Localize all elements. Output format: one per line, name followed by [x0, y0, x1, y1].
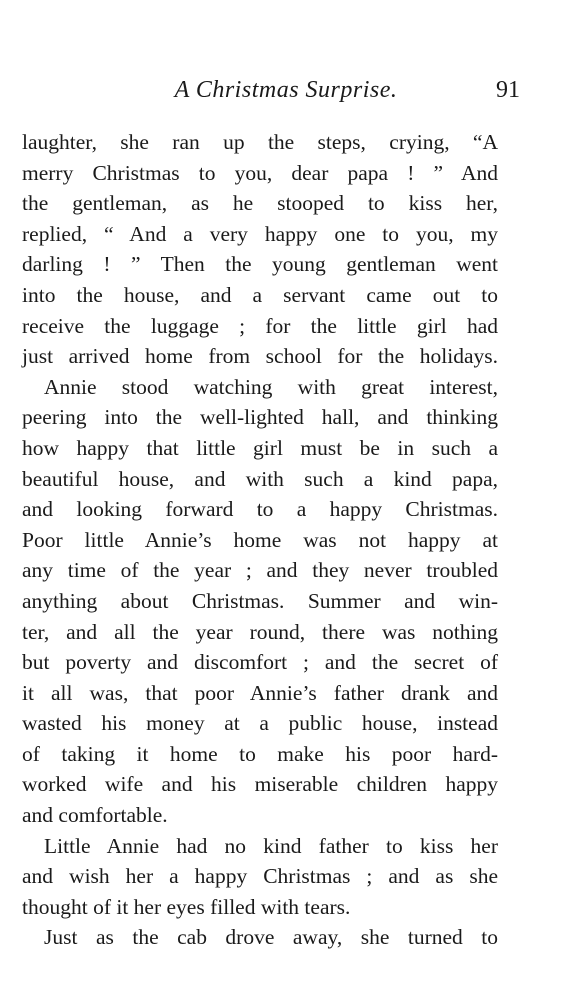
paragraph-1 — [22, 127, 498, 372]
text-line: but poverty and discomfort ; and the secret of — [22, 650, 498, 675]
text-line: Just as the cab drove away, she turned to — [44, 925, 498, 950]
text-line: merry Christmas to you, dear papa ! ” And — [22, 160, 498, 185]
text-line: peering into the well-lighted hall, and thinking — [22, 405, 498, 430]
text-line: ter, and all the year round, there was nothing — [22, 619, 498, 644]
text-line: worked wife and his miserable children happy — [22, 772, 498, 797]
text-line: of taking it home to make his poor hard- — [22, 741, 498, 766]
running-title: A Christmas Surprise. — [174, 77, 398, 103]
text-line: darling ! ” Then the young gentleman went — [22, 252, 498, 277]
text-line: replied, “ And a very happy one to you, my — [22, 221, 498, 246]
paragraph-4 — [22, 922, 498, 953]
text-line: wasted his money at a public house, instead — [22, 711, 498, 736]
text-line: thought of it her eyes filled with tears. — [22, 894, 351, 919]
text-line: into the house, and a servant came out to — [22, 282, 498, 307]
paragraph-3 — [22, 831, 498, 923]
text-line: and looking forward to a happy Christmas. — [22, 497, 498, 522]
text-line: and wish her a happy Christmas ; and as she — [22, 864, 498, 889]
text-line: laughter, she ran up the steps, crying, “A — [22, 130, 498, 154]
text-line: receive the luggage ; for the little girl had — [22, 313, 498, 338]
text-line: the gentleman, as he stooped to kiss her, — [22, 191, 498, 216]
paragraph-2 — [22, 372, 498, 831]
text-line: Annie stood watching with great interest, — [44, 374, 498, 399]
text-line: beautiful house, and with such a kind papa, — [22, 466, 498, 491]
page-header — [22, 76, 520, 106]
page-number: 91 — [496, 77, 520, 103]
text-line: how happy that little girl must be in such a — [22, 435, 498, 460]
text-line: Poor little Annie’s home was not happy at — [22, 527, 498, 552]
text-line: anything about Christmas. Summer and win- — [22, 588, 498, 613]
text-line: just arrived home from school for the holidays. — [22, 344, 498, 369]
text-line: any time of the year ; and they never troubled — [22, 558, 498, 583]
text-line: and comfortable. — [22, 803, 168, 828]
body-text — [22, 127, 498, 953]
text-line: it all was, that poor Annie’s father drank and — [22, 680, 498, 705]
text-line: Little Annie had no kind father to kiss her — [44, 833, 498, 858]
